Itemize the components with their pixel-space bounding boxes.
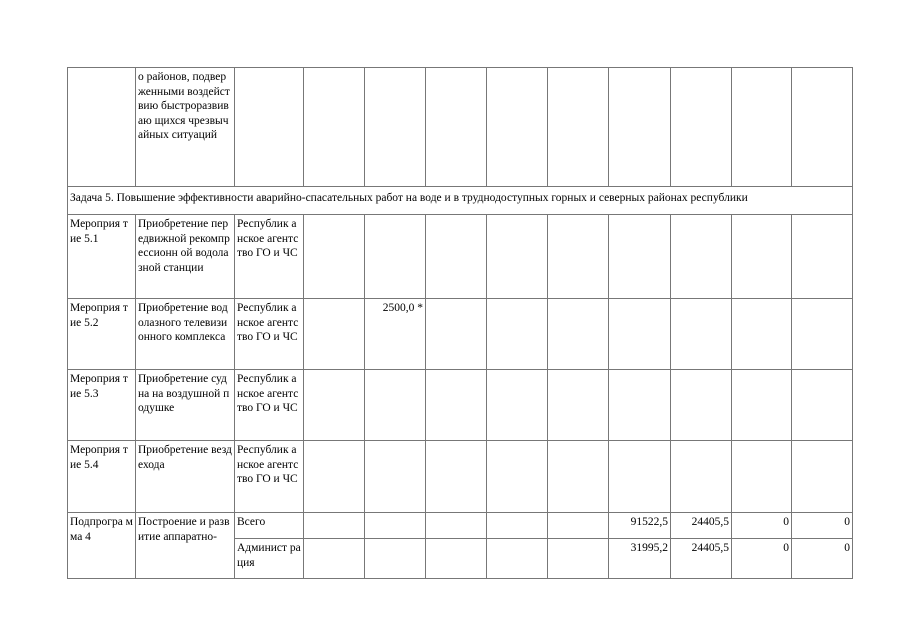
task-5-heading: Задача 5. Повышение эффективности аварийно-спасательных работ на воде и в труднодоступных горных и северных районах республики <box>68 187 853 215</box>
cell-value: 0 <box>792 513 853 539</box>
cell-code: Мероприя тие 5.4 <box>68 441 136 513</box>
table-row-continuation <box>68 68 853 187</box>
cell-value: 0 <box>792 539 853 579</box>
cell-name: Построение и развитие аппаратно- <box>136 513 235 579</box>
cell-executor: Республик анское агентство ГО и ЧС <box>235 370 304 441</box>
cell-code <box>68 68 136 187</box>
cell-executor: Республик анское агентство ГО и ЧС <box>235 215 304 299</box>
cell-code: Мероприя тие 5.2 <box>68 299 136 370</box>
cell-code: Мероприя тие 5.1 <box>68 215 136 299</box>
cell-name: о районов, подверженными воздействию быстроразвиваю щихся чрезвычайных ситуаций <box>136 68 235 187</box>
cell-name: Приобретение водолазного телевизионного комплекса <box>136 299 235 370</box>
cell-name: Приобретение передвижной рекомпрессионн ой водолазной станции <box>136 215 235 299</box>
table-row-measure-5-1 <box>68 215 853 299</box>
table-row-task-5 <box>68 187 853 215</box>
table-row-subprogram-4-total <box>68 513 853 539</box>
cell-executor: Республик анское агентство ГО и ЧС <box>235 299 304 370</box>
cell-name: Приобретение вездехода <box>136 441 235 513</box>
cell-value: 0 <box>732 513 792 539</box>
cell-value: 31995,2 <box>609 539 671 579</box>
table-row-measure-5-2 <box>68 299 853 370</box>
cell-executor: Админист рация <box>235 539 304 579</box>
cell-name: Приобретение судна на воздушной подушке <box>136 370 235 441</box>
table-row-measure-5-4 <box>68 441 853 513</box>
cell-executor: Республик анское агентство ГО и ЧС <box>235 441 304 513</box>
cell-value: 0 <box>732 539 792 579</box>
cell-code: Подпрогра мма 4 <box>68 513 136 579</box>
program-table <box>67 67 853 579</box>
cell-value: 24405,5 <box>671 513 732 539</box>
cell-code: Мероприя тие 5.3 <box>68 370 136 441</box>
cell-executor: Всего <box>235 513 304 539</box>
cell-value: 91522,5 <box>609 513 671 539</box>
cell-value: 2500,0 * <box>365 299 426 370</box>
table-row-measure-5-3 <box>68 370 853 441</box>
cell-value: 24405,5 <box>671 539 732 579</box>
